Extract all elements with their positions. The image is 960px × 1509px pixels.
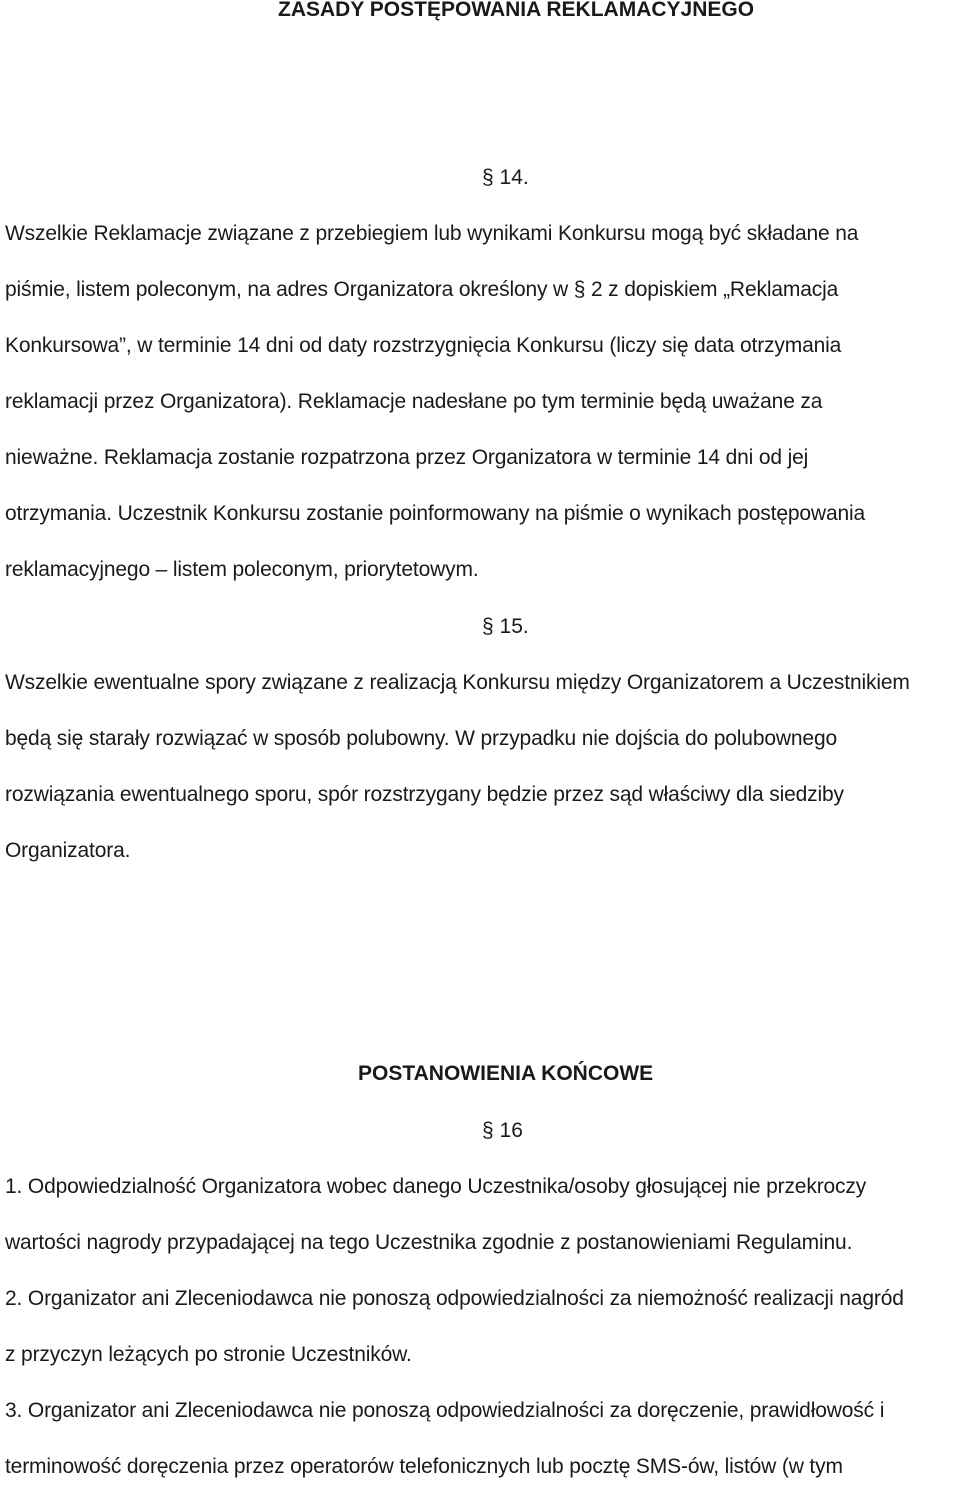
section-mark-15: § 15. [482,615,529,638]
text-line: Konkursowa”, w terminie 14 dni od daty rozstrzygnięcia Konkursu (liczy się data otrzymania [5,334,842,357]
section-16-text [5,1173,960,1509]
text-line: 3. Organizator ani Zleceniodawca nie ponoszą odpowiedzialności za doręczenie, prawidłowość i [5,1399,885,1422]
text-line: rozwiązania ewentualnego sporu, spór rozstrzygany będzie przez sąd właściwy dla siedziby [5,783,844,806]
text-line: piśmie, listem poleconym, na adres Organizatora określony w § 2 z dopiskiem „Reklamacja [5,278,839,301]
heading-complaint-procedure: ZASADY POSTĘPOWANIA REKLAMACYJNEGO [278,0,755,21]
text-line: Wszelkie Reklamacje związane z przebiegiem lub wynikami Konkursu mogą być składane na [5,222,859,245]
heading-final-provisions: POSTANOWIENIA KOŃCOWE [358,1062,654,1085]
section-mark-14: § 14. [482,166,529,189]
text-line: reklamacyjnego – listem poleconym, priorytetowym. [5,558,479,581]
section-15-text [5,669,960,893]
text-line: terminowość doręczenia przez operatorów telefonicznych lub pocztę SMS-ów, listów (w tym [5,1455,843,1478]
text-line: z przyczyn leżących po stronie Uczestników. [5,1343,412,1366]
text-line: 2. Organizator ani Zleceniodawca nie ponoszą odpowiedzialności za niemożność realizacji nagród [5,1287,904,1310]
section-14-text [5,220,960,612]
section-mark-16: § 16 [482,1119,523,1142]
text-line: reklamacji przez Organizatora). Reklamacje nadesłane po tym terminie będą uważane za [5,390,823,413]
text-line: Organizatora. [5,839,131,862]
text-line: będą się starały rozwiązać w sposób polubowny. W przypadku nie dojścia do polubownego [5,727,838,750]
text-line: Wszelkie ewentualne spory związane z realizacją Konkursu między Organizatorem a Uczestnikiem [5,671,910,694]
text-line: 1. Odpowiedzialność Organizatora wobec danego Uczestnika/osoby głosującej nie przekroczy [5,1175,867,1198]
text-line: wartości nagrody przypadającej na tego Uczestnika zgodnie z postanowieniami Regulaminu. [5,1231,853,1254]
text-line: otrzymania. Uczestnik Konkursu zostanie poinformowany na piśmie o wynikach postępowania [5,502,866,525]
text-line: nieważne. Reklamacja zostanie rozpatrzona przez Organizatora w terminie 14 dni od jej [5,446,809,469]
